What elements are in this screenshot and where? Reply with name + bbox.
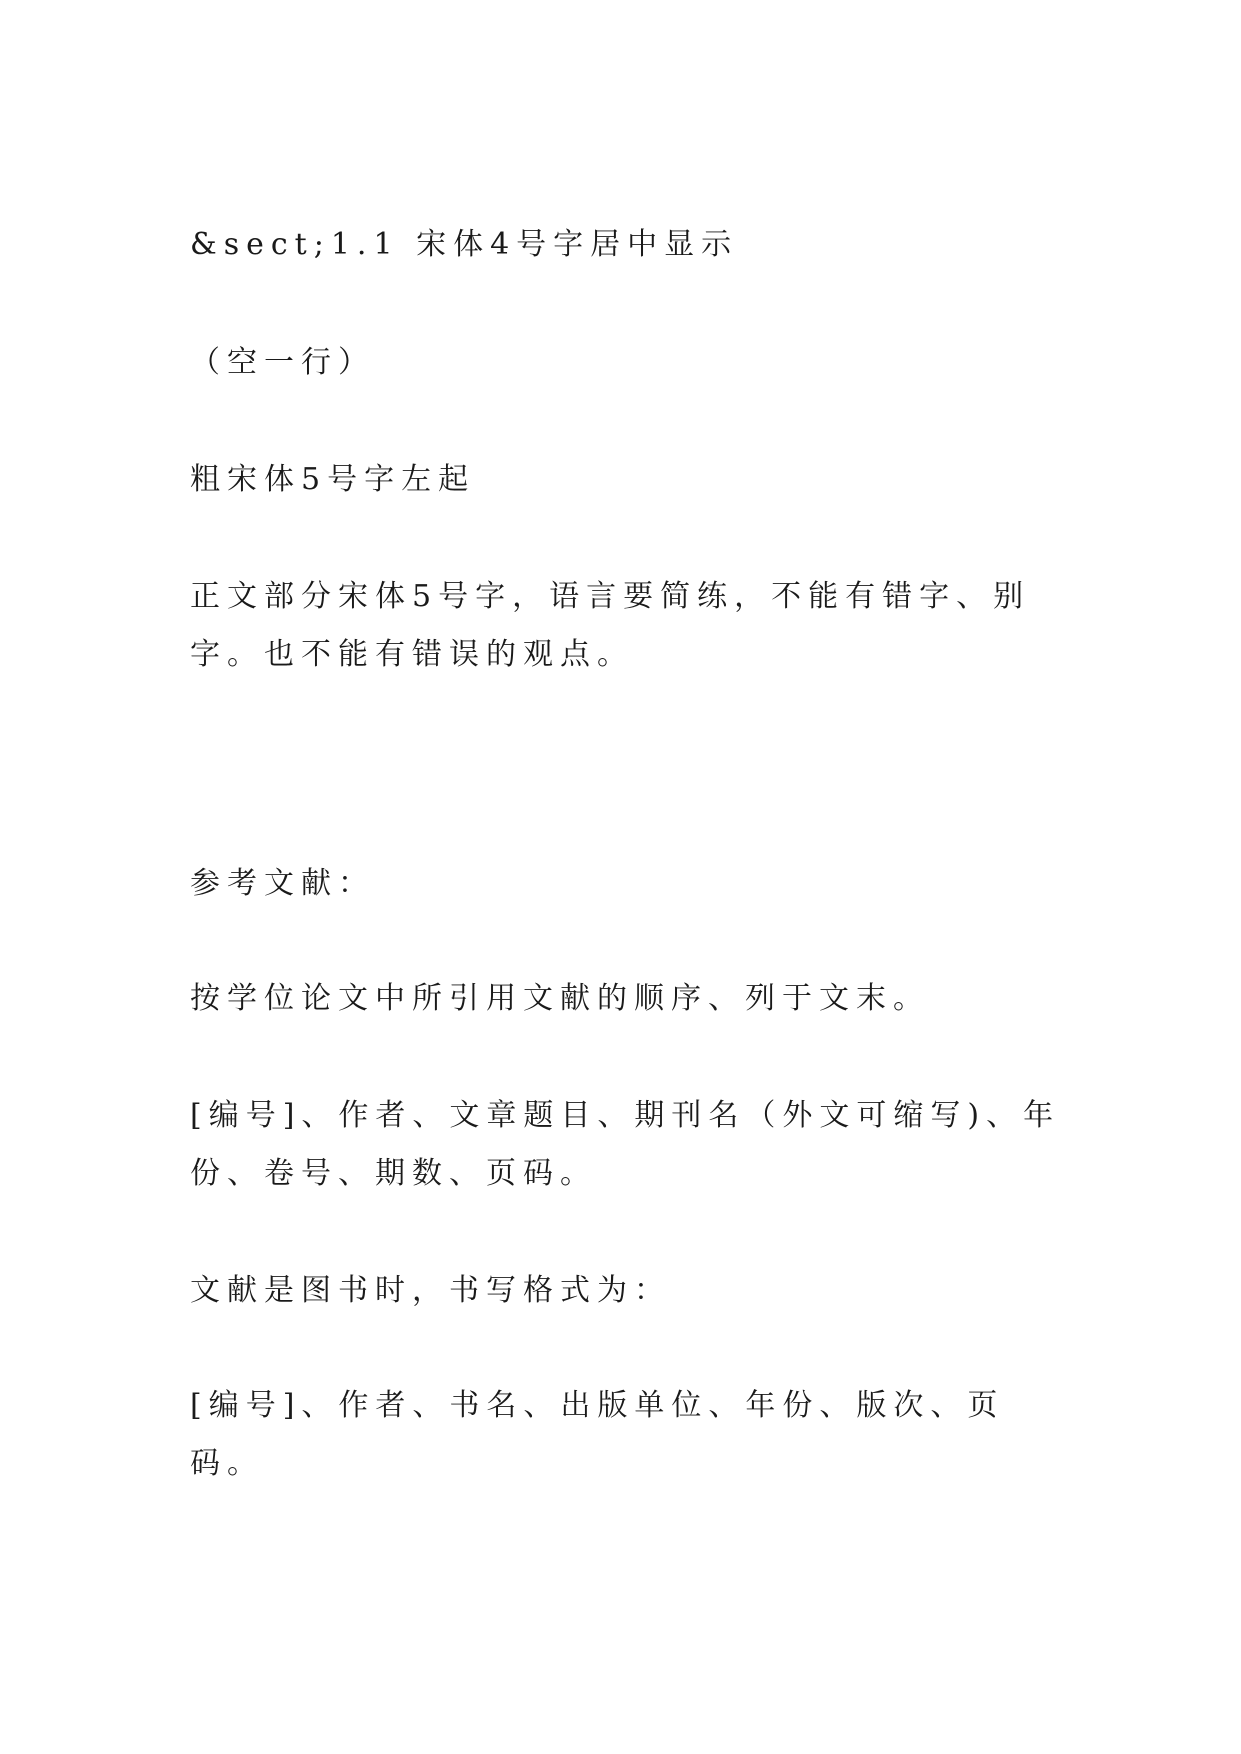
- subheading: 粗宋体5号字左起: [190, 462, 476, 497]
- section-heading: &sect;1.1 宋体4号字居中显示: [190, 227, 739, 262]
- references-journal-format: [编号]、作者、文章题目、期刊名（外文可缩写)、年份、卷号、期数、页码。: [190, 1098, 1061, 1191]
- body-paragraph: 正文部分宋体5号字，语言要简练，不能有错字、别字。也不能有错误的观点。: [190, 579, 1031, 672]
- references-title: 参考文献：: [190, 866, 375, 901]
- references-order-note: 按学位论文中所引用文献的顺序、列于文末。: [190, 981, 930, 1016]
- blank-line-note: （空一行）: [190, 345, 375, 380]
- references-book-format: [编号]、作者、书名、出版单位、年份、版次、页码。: [190, 1388, 1005, 1481]
- references-book-intro: 文献是图书时，书写格式为：: [190, 1273, 671, 1308]
